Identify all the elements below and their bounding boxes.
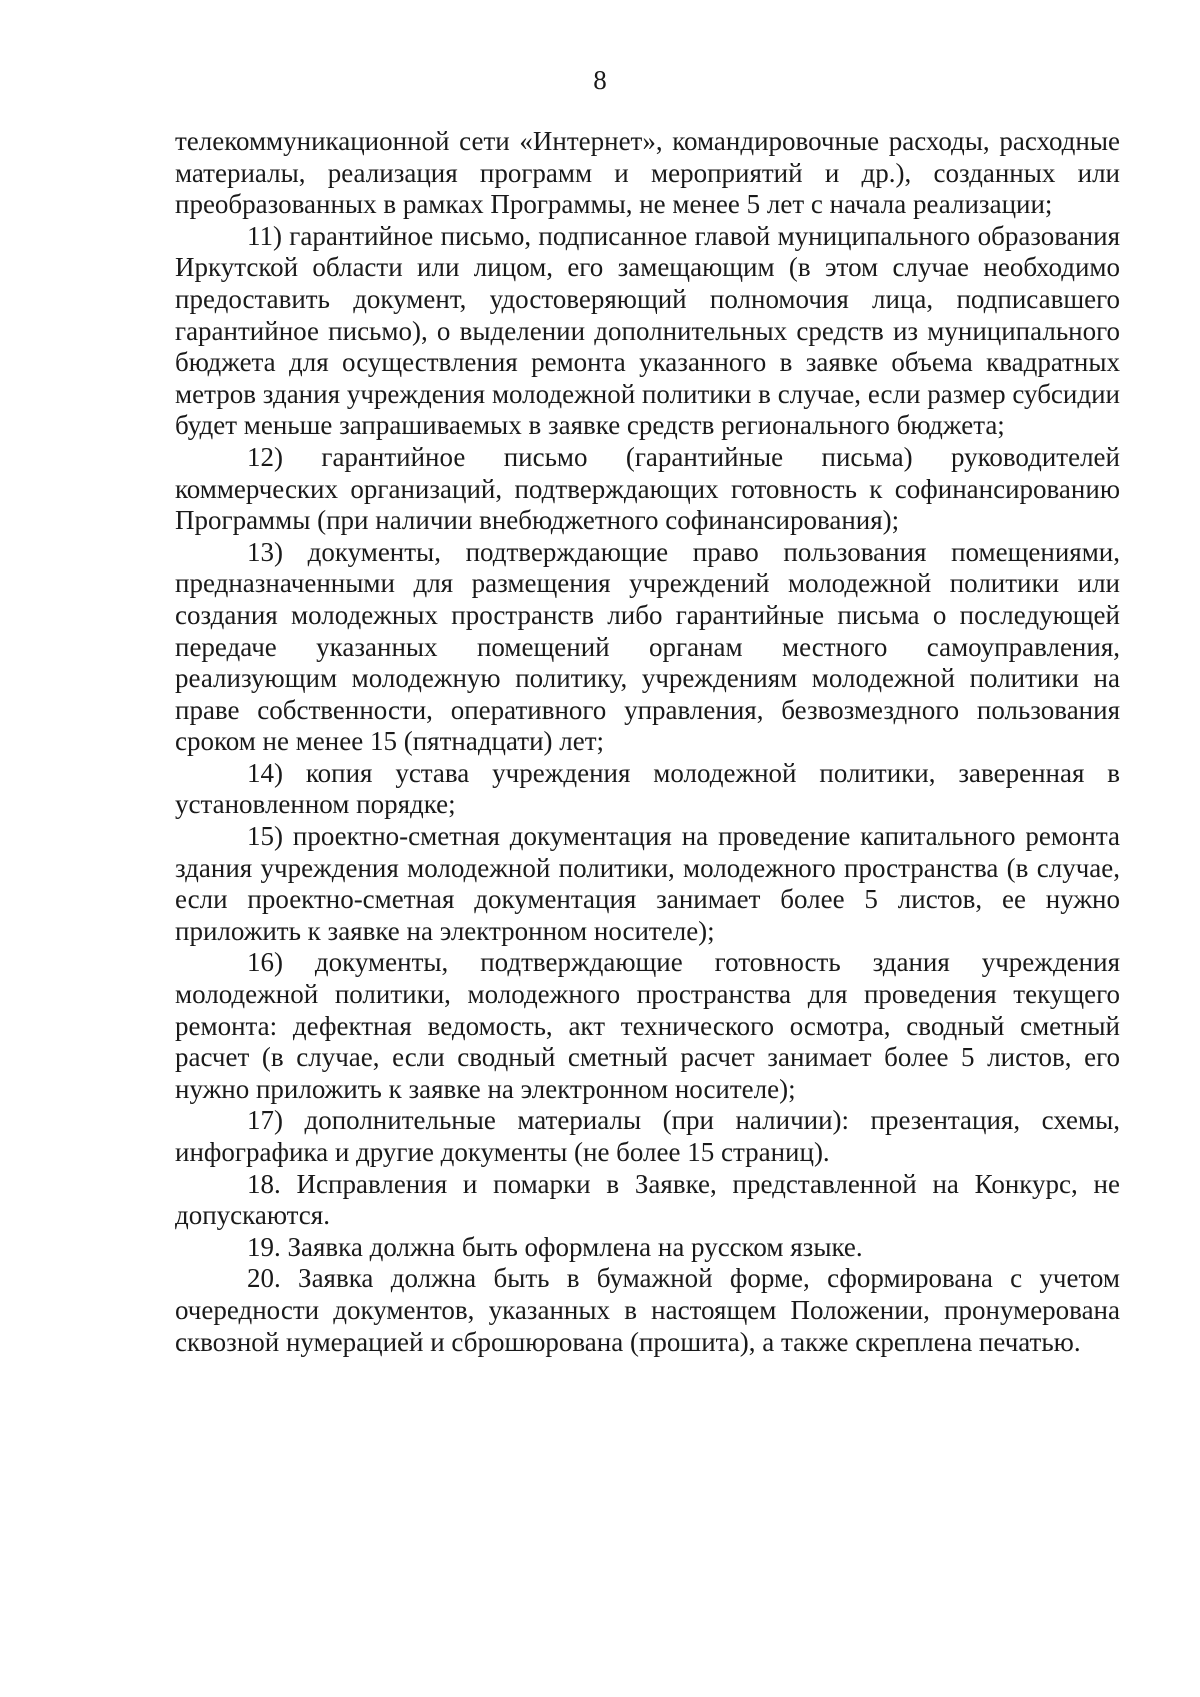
paragraph-clause-20: 20. Заявка должна быть в бумажной форме, сформирована с учетом очередности документов, указанных в настоящем Положении, пронумерована сквозной нумерацией и сброшюрована (прошита), а также скреплена печатью. — [175, 1263, 1120, 1357]
paragraph-item-11: 11) гарантийное письмо, подписанное главой муниципального образования Иркутской области или лицом, его замещающим (в этом случае необходимо предоставить документ, удостоверяющий полномочия лица, подписавшего гарантийное письмо), о выделении дополнительных средств из муниципального бюджета для осуществления ремонта указанного в заявке объема квадратных метров здания учреждения молодежной политики в случае, если размер субсидии будет меньше запрашиваемых в заявке средств регионального бюджета; — [175, 220, 1120, 441]
paragraph-item-15: 15) проектно-сметная документация на проведение капитального ремонта здания учреждения молодежной политики, молодежного пространства (в случае, если проектно-сметная документация занимает более 5 листов, ее нужно приложить к заявке на электронном носителе); — [175, 821, 1120, 946]
document-body — [175, 126, 1120, 1358]
page-number: 8 — [593, 65, 607, 95]
paragraph-item-16: 16) документы, подтверждающие готовность здания учреждения молодежной политики, молодежного пространства для проведения текущего ремонта: дефектная ведомость, акт технического осмотра, сводный сметный расчет (в случае, если сводный сметный расчет занимает более 5 листов, его нужно приложить к заявке на электронном носителе); — [175, 947, 1120, 1104]
paragraph-item-12: 12) гарантийное письмо (гарантийные письма) руководителей коммерческих организаций, подтверждающих готовность к софинансированию Программы (при наличии внебюджетного софинансирования); — [175, 441, 1120, 536]
paragraph-continuation: телекоммуникационной сети «Интернет», командировочные расходы, расходные материалы, реализация программ и мероприятий и др.), созданных или преобразованных в рамках Программы, не менее 5 лет с начала реализации; — [175, 126, 1120, 220]
paragraph-item-14: 14) копия устава учреждения молодежной политики, заверенная в установленном порядке; — [175, 757, 1120, 820]
paragraph-clause-19: 19. Заявка должна быть оформлена на русском языке. — [247, 1231, 863, 1262]
paragraph-item-17: 17) дополнительные материалы (при наличии): презентация, схемы, инфографика и другие документы (не более 15 страниц). — [175, 1105, 1120, 1167]
paragraph-item-13: 13) документы, подтверждающие право пользования помещениями, предназначенными для размещения учреждений молодежной политики или создания молодежных пространств либо гарантийные письма о последующей передаче указанных помещений органам местного самоуправления, реализующим молодежную политику, учреждениям молодежной политики на праве собственности, оперативного управления, безвозмездного пользования сроком не менее 15 (пятнадцати) лет; — [175, 536, 1120, 757]
paragraph-clause-18: 18. Исправления и помарки в Заявке, представленной на Конкурс, не допускаются. — [175, 1168, 1120, 1231]
